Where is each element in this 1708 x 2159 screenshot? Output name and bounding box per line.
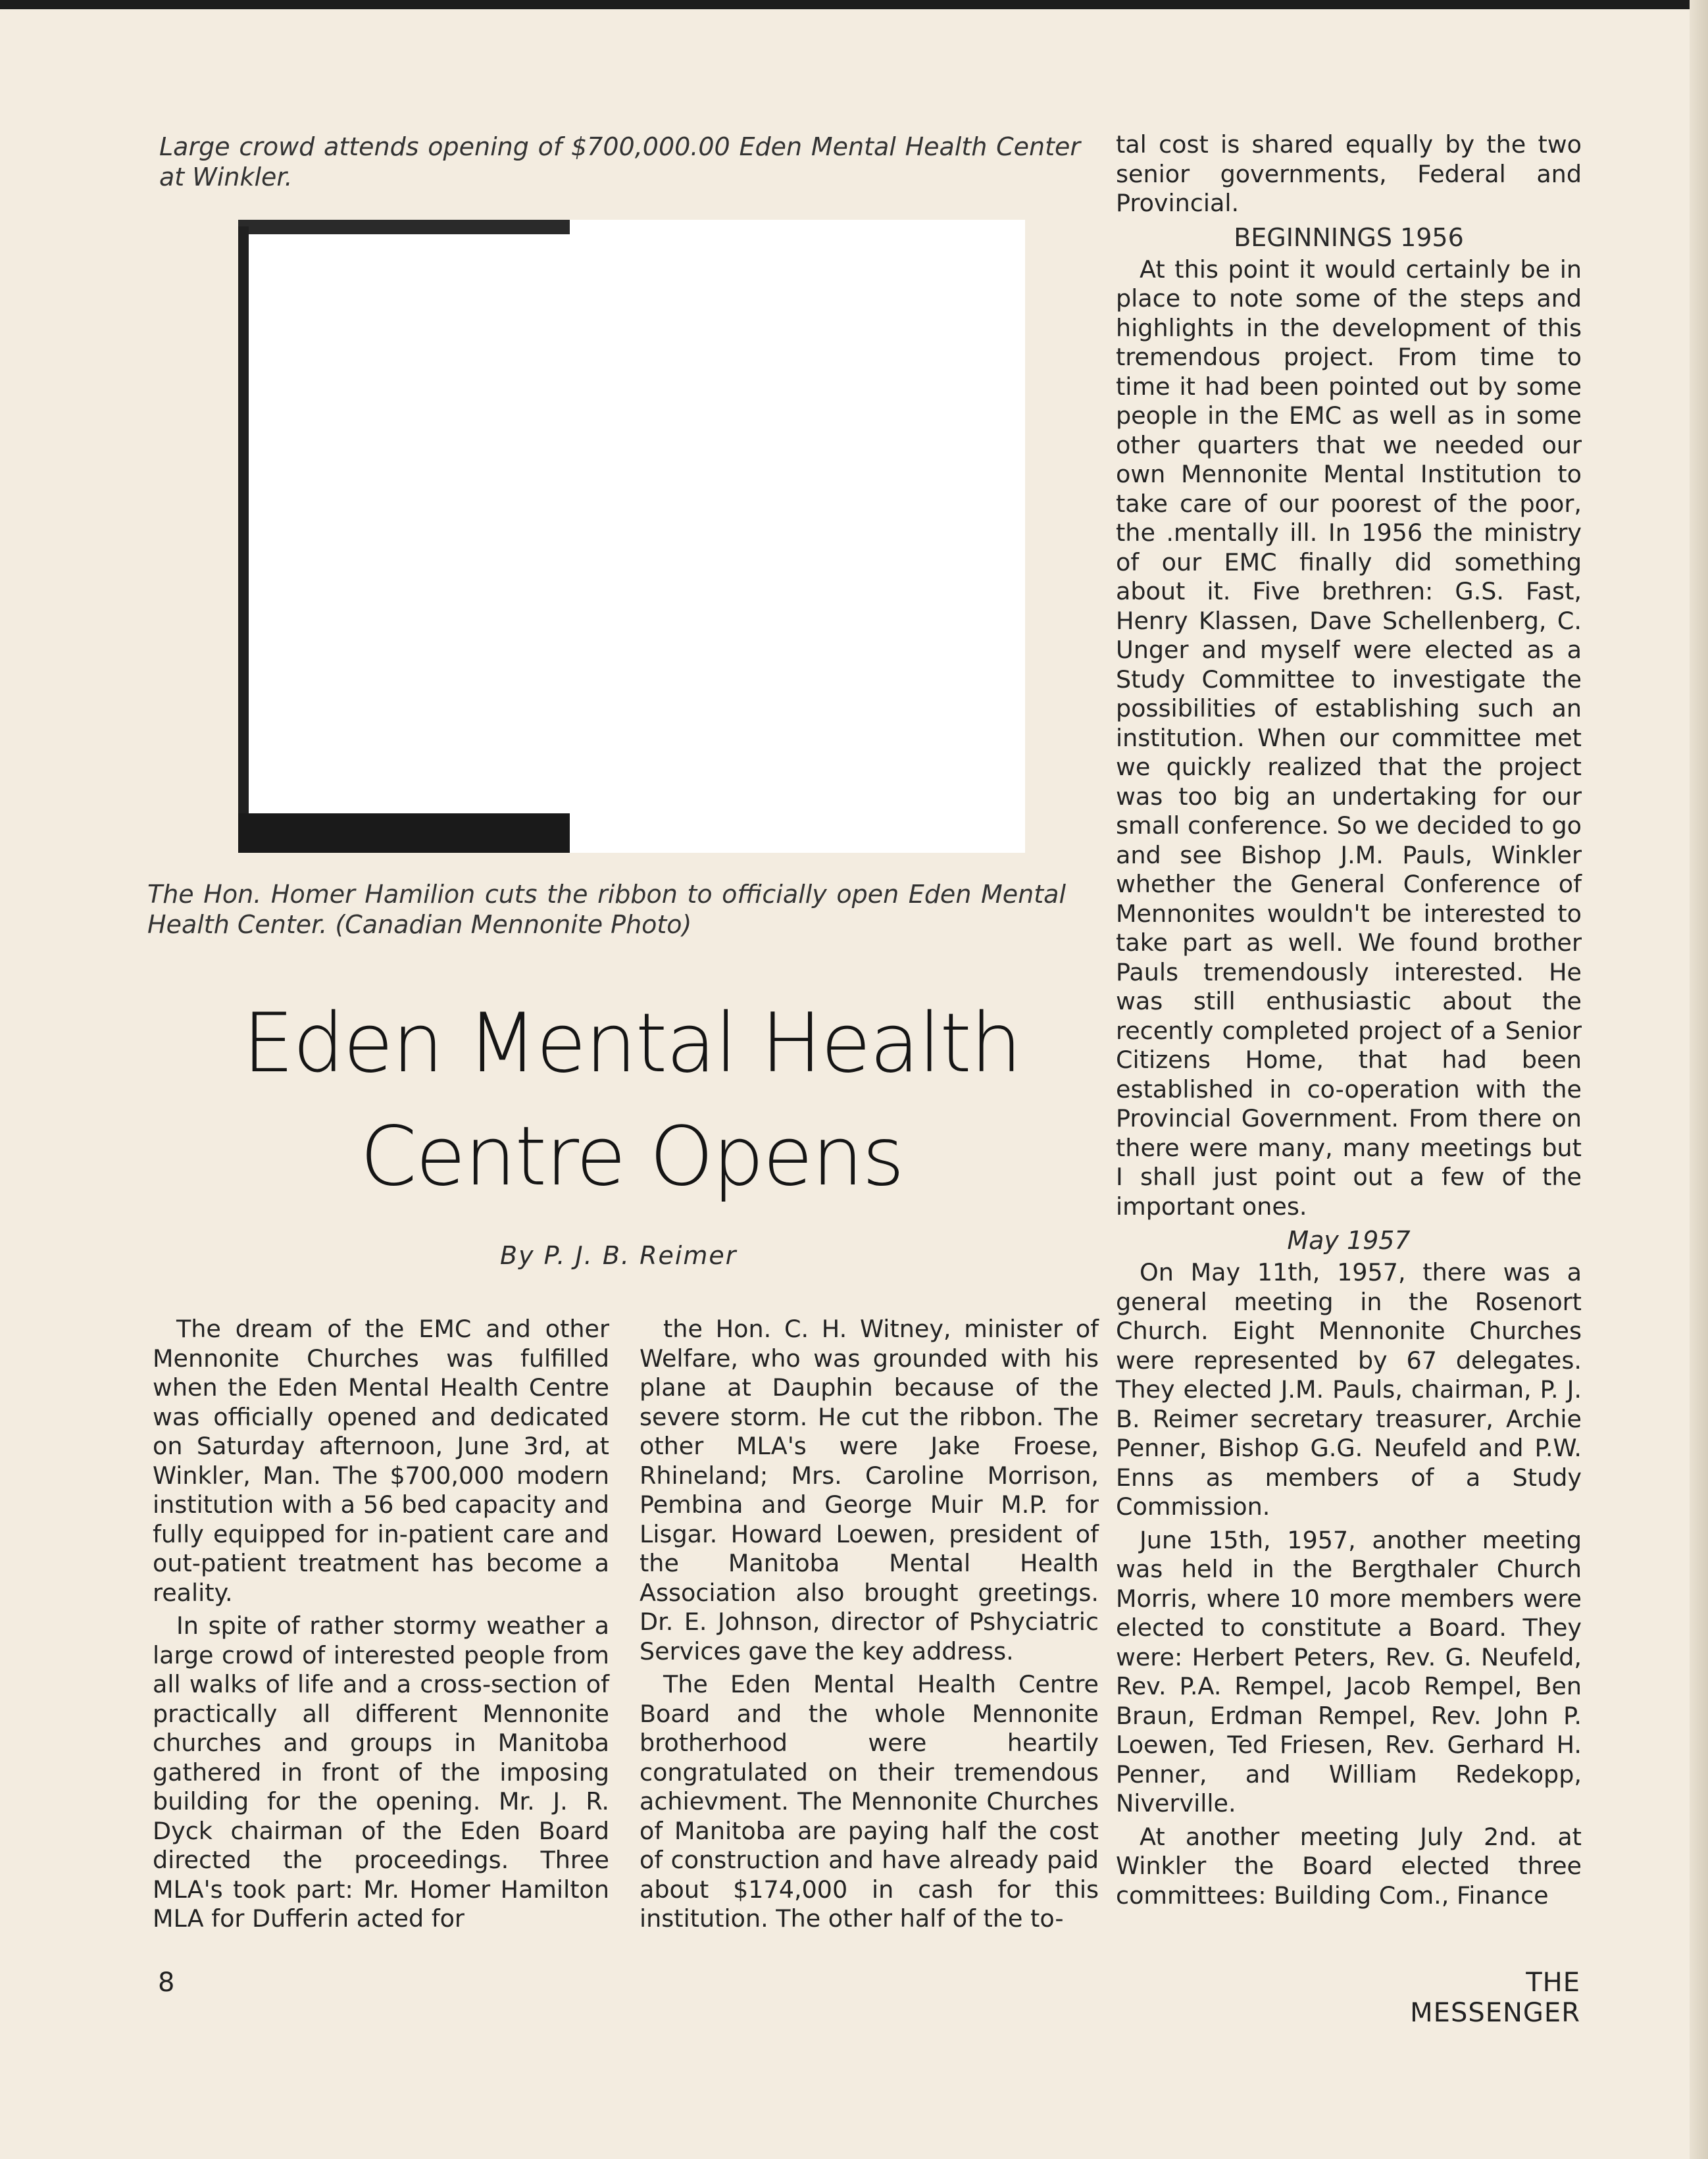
page-right-edge: [1690, 0, 1708, 2159]
top-caption: Large crowd attends opening of $700,000.00 Eden Mental Health Center at Winkler.: [159, 132, 1080, 191]
article-title: [197, 987, 1066, 1213]
section-heading: BEGINNINGS 1956: [1234, 222, 1464, 252]
photo-caption: The Hon. Homer Hamilion cuts the ribbon to officially open Eden Mental Health Center. (Canadian Mennonite Photo): [147, 880, 1066, 939]
paragraph: The dream of the EMC and other Mennonite Churches was fulfilled when the Eden Mental Health Centre was officially opened and dedicated on Saturday afternoon, June 3rd, at Winkler, Man. The $700,000 modern institution with a 56 bed capacity and fully equipped for in-patient care and out-patient treatment has become a reality.: [153, 1315, 609, 1607]
section-heading: May 1957: [1287, 1226, 1411, 1255]
paragraph: the Hon. C. H. Witney, minister of Welfare, who was grounded with his plane at Dauphin because of the severe storm. He cut the ribbon. The other MLA's were Jake Froese, Rhineland; Mrs. Caroline Morrison, Pembina and George Muir M.P. for Lisgar. Howard Loewen, president of the Manitoba Mental Health Association also brought greetings. Dr. E. Johnson, director of Pshyciatric Services gave the key address.: [640, 1315, 1099, 1665]
photo-dark-area: [238, 813, 570, 853]
page-number: 8: [158, 1968, 175, 1998]
article-column-3: [1116, 130, 1582, 1910]
photo: [238, 220, 1025, 853]
photo-redacted-region: [249, 234, 570, 813]
paragraph: The Eden Mental Health Centre Board and the whole Mennonite brotherhood were heartily congratulated on their tremendous achievment. The Mennonite Churches of Manitoba are paying half the cost of construction and have already paid about $174,000 in cash for this institution. The other half of the to-: [640, 1670, 1099, 1933]
article-column-1: [153, 1315, 609, 1934]
photo-dark-area: [238, 226, 249, 851]
page-top-edge: [0, 0, 1708, 9]
article-title-line-1: Eden Mental Health: [242, 996, 1021, 1091]
publication-name: THE MESSENGER: [1410, 1968, 1580, 2028]
photo-dark-area: [238, 220, 570, 234]
photo-redacted-region: [570, 220, 1025, 853]
paragraph: June 15th, 1957, another meeting was held in the Bergthaler Church Morris, where 10 more members were elected to constitute a Board. They were: Herbert Peters, Rev. G. Neufeld, Rev. P.A. Rempel, Jacob Rempel, Ben Braun, Erdman Rempel, Rev. John P. Loewen, Ted Friesen, Rev. Gerhard H. Penner, and William Redekopp, Niverville.: [1116, 1525, 1582, 1817]
byline: By P. J. B. Reimer: [500, 1241, 738, 1270]
paragraph: In spite of rather stormy weather a large crowd of interested people from all walks of life and a cross-section of practically all different Mennonite churches and groups in Manitoba gathered in front of the imposing building for the opening. Mr. J. R. Dyck chairman of the Eden Board directed the proceedings. Three MLA's took part: Mr. Homer Hamilton MLA for Dufferin acted for: [153, 1612, 609, 1933]
paragraph: On May 11th, 1957, there was a general meeting in the Rosenort Church. Eight Mennonite Churches were represented by 67 delegates. They elected J.M. Pauls, chairman, P. J. B. Reimer secretary treasurer, Archie Penner, Bishop G.G. Neufeld and P.W. Enns as members of a Study Commission.: [1116, 1258, 1582, 1521]
paragraph: At this point it would certainly be in place to note some of the steps and highlights in the development of this tremendous project. From time to time it had been pointed out by some people in the EMC as well as in some other quarters that we needed our own Mennonite Mental Institution to take care of our poorest of the poor, the .mentally ill. In 1956 the ministry of our EMC finally did something about it. Five brethren: G.S. Fast, Henry Klassen, Dave Schellenberg, C. Unger and myself were elected as a Study Committee to investigate the possibilities of establishing such an institution. When our committee met we quickly realized that the project was too big an undertaking for our small conference. So we decided to go and see Bishop J.M. Pauls, Winkler whether the General Conference of Mennonites wouldn't be interested to take part as well. We found brother Pauls tremendously interested. He was still enthusiastic about the recently completed project of a Senior Citizens Home, that had been established in co-operation with the Provincial Government. From there on there were many, many meetings but I shall just point out a few of the important ones.: [1116, 255, 1582, 1221]
paragraph: At another meeting July 2nd. at Winkler the Board elected three committees: Building Com., Finance: [1116, 1822, 1582, 1910]
paragraph: tal cost is shared equally by the two senior governments, Federal and Provincial.: [1116, 130, 1582, 217]
article-column-2: [640, 1315, 1099, 1934]
article-title-line-2: Centre Opens: [360, 1109, 903, 1204]
